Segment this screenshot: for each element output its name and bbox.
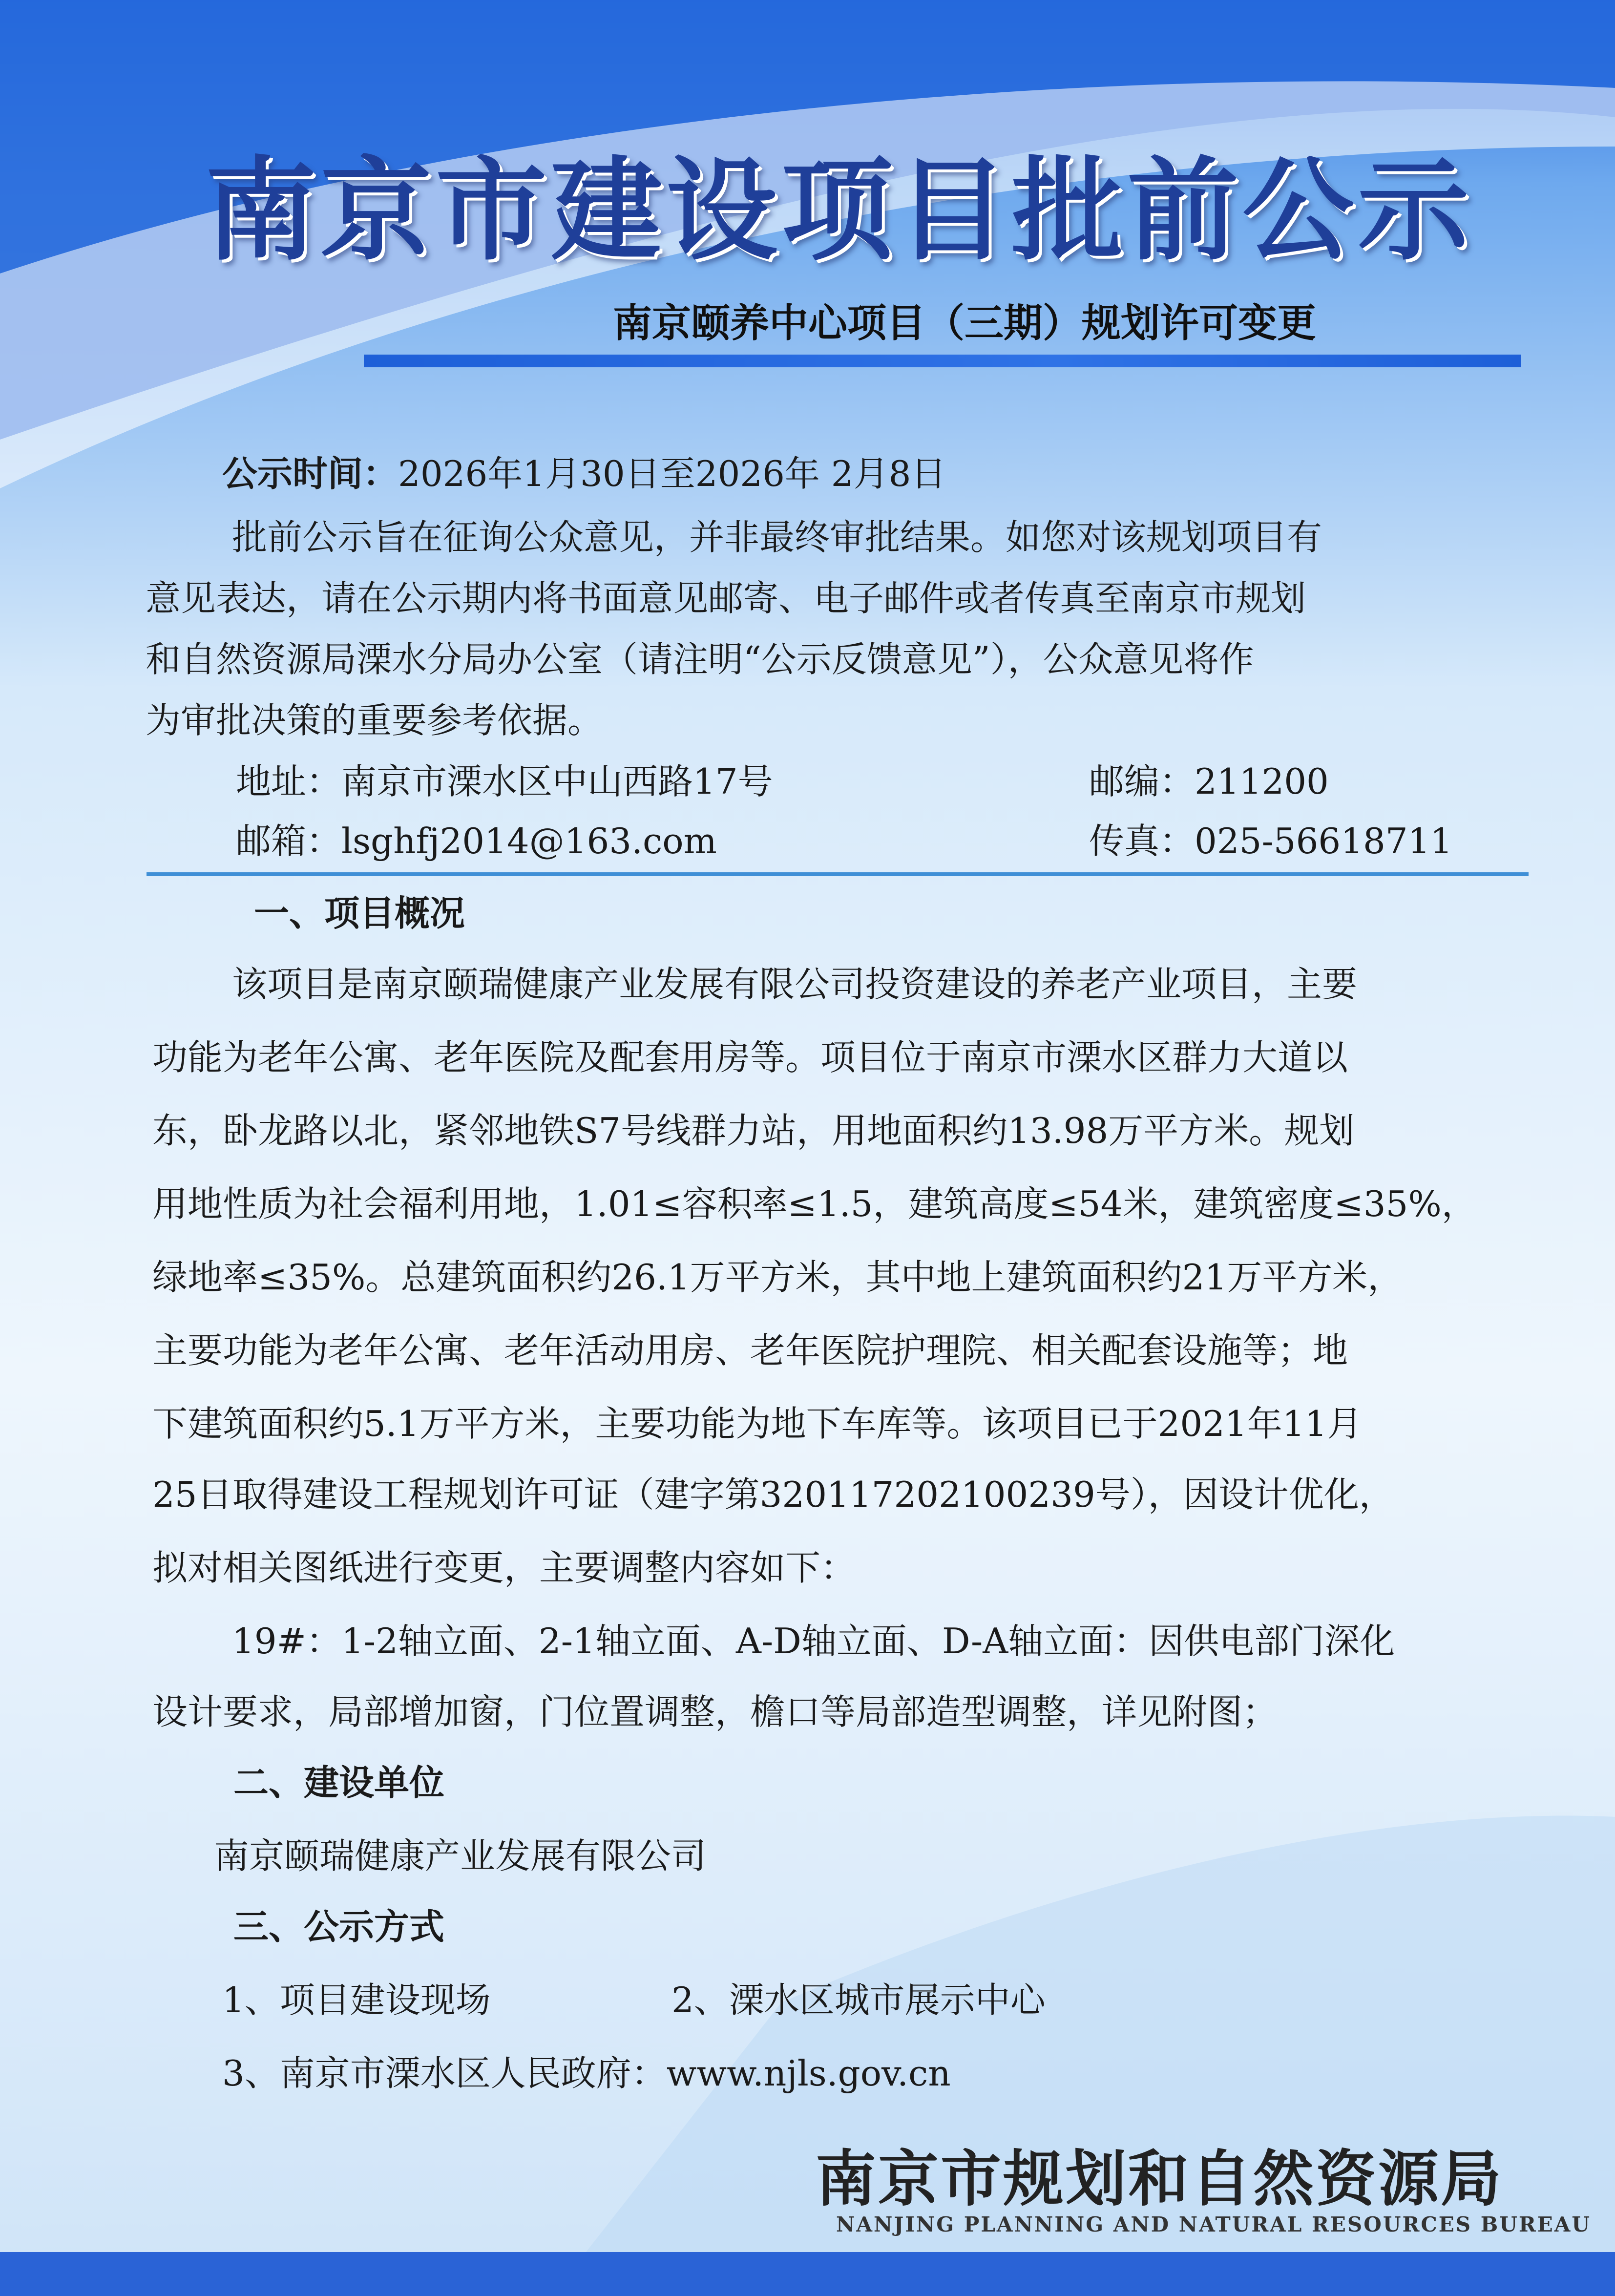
overview-line: 东，卧龙路以北，紧邻地铁S7号线群力站，用地面积约13.98万平方米。规划 [152, 1110, 1355, 1151]
overview-line: 拟对相关图纸进行变更，主要调整内容如下： [152, 1547, 856, 1588]
contact-fax [1089, 817, 1452, 865]
overview-line: 25日取得建设工程规划许可证（建字第320117202100239号），因设计优化， [152, 1474, 1394, 1515]
email-label: 邮箱： [236, 821, 342, 862]
method-item: 2、溧水区城市展示中心 [671, 1980, 1046, 2021]
fax-label: 传真： [1089, 821, 1195, 862]
overview-line: 19#：1-2轴立面、2-1轴立面、A-D轴立面、D-A轴立面：因供电部门深化 [232, 1621, 1395, 1662]
method-item: 3、南京市溧水区人民政府：www.njls.gov.cn [222, 2053, 951, 2094]
section-heading-overview: 一、项目概况 [254, 893, 465, 934]
contact-email [236, 817, 717, 865]
notice-time-value: 2026年1月30日至2026年 2月8日 [398, 453, 946, 494]
postcode-label: 邮编： [1089, 761, 1195, 802]
address-label: 地址： [236, 761, 342, 802]
contact-postcode [1089, 757, 1329, 806]
section-heading-method: 三、公示方式 [233, 1906, 445, 1947]
overview-line: 绿地率≤35%。总建筑面积约26.1万平方米，其中地上建筑面积约21万平方米， [152, 1257, 1403, 1298]
postcode-value: 211200 [1195, 761, 1329, 802]
overview-line: 下建筑面积约5.1万平方米，主要功能为地下车库等。该项目已于2021年11月 [152, 1403, 1363, 1444]
overview-line: 功能为老年公寓、老年医院及配套用房等。项目位于南京市溧水区群力大道以 [152, 1037, 1348, 1078]
notice-time [222, 449, 946, 498]
section-divider [147, 872, 1529, 876]
fax-value: 025-56618711 [1195, 821, 1453, 862]
intro-line: 批前公示旨在征询公众意见，并非最终审批结果。如您对该规划项目有 [232, 517, 1322, 558]
address-value: 南京市溧水区中山西路17号 [341, 761, 773, 802]
contact-address [236, 757, 773, 806]
overview-line: 用地性质为社会福利用地，1.01≤容积率≤1.5，建筑高度≤54米，建筑密度≤35%， [152, 1183, 1477, 1224]
footer-bar [0, 2252, 1615, 2296]
method-item: 1、项目建设现场 [222, 1980, 491, 2021]
overview-line: 设计要求，局部增加窗，门位置调整，檐口等局部造型调整，详见附图； [152, 1691, 1278, 1732]
overview-line: 该项目是南京颐瑞健康产业发展有限公司投资建设的养老产业项目，主要 [232, 964, 1358, 1005]
builder-name: 南京颐瑞健康产业发展有限公司 [214, 1835, 707, 1876]
intro-line: 为审批决策的重要参考依据。 [146, 700, 603, 741]
intro-line: 意见表达，请在公示期内将书面意见邮寄、电子邮件或者传真至南京市规划 [146, 578, 1306, 619]
intro-line: 和自然资源局溧水分局办公室（请注明“公示反馈意见”），公众意见将作 [146, 639, 1254, 680]
bureau-name-cn: 南京市规划和自然资源局 [816, 2144, 1504, 2214]
page-title: 南京市建设项目批前公示 [205, 145, 1473, 275]
overview-line: 主要功能为老年公寓、老年活动用房、老年医院护理院、相关配套设施等；地 [152, 1330, 1348, 1371]
section-heading-builder: 二、建设单位 [233, 1762, 445, 1803]
email-value[interactable]: lsghfj2014@163.com [341, 821, 717, 862]
notice-time-label: 公示时间： [222, 453, 399, 494]
subtitle-underline [364, 355, 1521, 367]
bureau-name-en: NANJING PLANNING AND NATURAL RESOURCES BUREAU [836, 2212, 1592, 2236]
project-subtitle: 南京颐养中心项目（三期）规划许可变更 [613, 300, 1316, 346]
